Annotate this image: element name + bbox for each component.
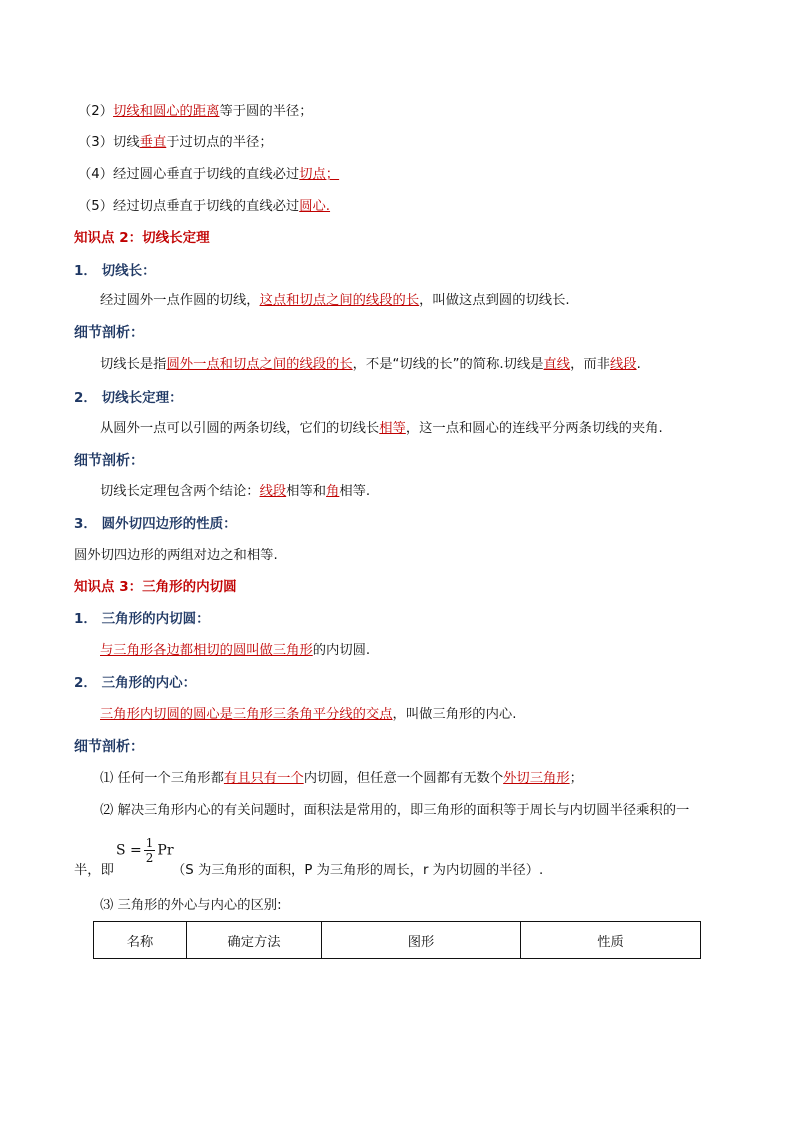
list-item-5: （5）经过切点垂直于切线的直线必过圆心. bbox=[78, 199, 331, 214]
paragraph-detail-3a: ⑴ 任何一个三角形都有且只有一个内切圆，但任意一个圆都有无数个外切三角形； bbox=[100, 771, 583, 786]
paragraph-detail-3d: ⑶ 三角形的外心与内心的区别: bbox=[100, 898, 282, 913]
list-item-4: （4）经过圆心垂直于切线的直线必过切点； bbox=[78, 167, 340, 182]
section-heading-kp2: 知识点 2：切线长定理 bbox=[74, 230, 210, 246]
paragraph-detail-3b: ⑵ 解决三角形内心的有关问题时，面积法是常用的，即三角形的面积等于周长与内切圆半径乘积的一 bbox=[100, 803, 690, 818]
section-heading-kp3: 知识点 3：三角形的内切圆 bbox=[74, 579, 237, 595]
detail-label: 细节剖析： bbox=[74, 325, 144, 341]
underlined-term: 圆外一点和切点之间的线段的长 bbox=[166, 357, 353, 372]
table-header-cell: 图形 bbox=[322, 922, 521, 959]
underlined-term: 切线和圆心的距离 bbox=[113, 104, 220, 119]
underlined-term: 角 bbox=[326, 484, 340, 499]
subheading-tangent-theorem: 2． 切线长定理： bbox=[74, 390, 183, 406]
underlined-term: 与三角形各边都相切的圆叫做三角形 bbox=[100, 643, 313, 658]
area-formula: S = $\frac{1}{2}$ Pr bbox=[116, 836, 174, 865]
subheading-incircle: 1． 三角形的内切圆： bbox=[74, 611, 210, 627]
underlined-term: 线段 bbox=[610, 357, 637, 372]
detail-label: 细节剖析： bbox=[74, 739, 144, 755]
underlined-term: 相等 bbox=[379, 421, 406, 436]
underlined-term: 直线 bbox=[543, 357, 571, 372]
table-header-cell: 确定方法 bbox=[187, 922, 322, 959]
table-header-cell: 性质 bbox=[521, 922, 701, 959]
list-item-2: （2）切线和圆心的距离等于圆的半径； bbox=[78, 104, 313, 119]
underlined-term: 切点； bbox=[299, 167, 340, 182]
underlined-term: 三角形内切圆的圆心是三角形三条角平分线的交点 bbox=[100, 707, 393, 722]
fraction: $\frac{1}{2}$ bbox=[145, 836, 154, 865]
subheading-incenter: 2． 三角形的内心： bbox=[74, 675, 197, 691]
comparison-table bbox=[93, 921, 701, 959]
table-header-cell: 名称 bbox=[94, 922, 187, 959]
paragraph-incenter-def: 三角形内切圆的圆心是三角形三条角平分线的交点，叫做三角形的内心. bbox=[100, 707, 517, 722]
underlined-term: 线段 bbox=[259, 484, 287, 499]
underlined-term: 外切三角形 bbox=[503, 771, 570, 786]
underlined-term: 有且只有一个 bbox=[223, 771, 304, 786]
paragraph-incircle-def: 与三角形各边都相切的圆叫做三角形的内切圆. bbox=[100, 643, 371, 658]
underlined-term: 圆心. bbox=[299, 199, 331, 214]
paragraph-detail-2: 切线长定理包含两个结论：线段相等和角相等. bbox=[100, 484, 371, 499]
subheading-circumscribed-quad: 3． 圆外切四边形的性质： bbox=[74, 516, 237, 532]
list-item-3: （3）切线垂直于过切点的半径； bbox=[78, 135, 273, 150]
table-header-row bbox=[94, 922, 701, 959]
paragraph-detail-3c-suffix: （S 为三角形的面积，P 为三角形的周长，r 为内切圆的半径）. bbox=[172, 863, 544, 878]
underlined-term: 这点和切点之间的线段的长 bbox=[259, 293, 420, 308]
paragraph-detail-3c-prefix: 半，即 bbox=[74, 863, 114, 878]
paragraph-circumscribed-quad: 圆外切四边形的两组对边之和相等. bbox=[74, 548, 278, 563]
subheading-tangent-length: 1． 切线长： bbox=[74, 263, 156, 279]
paragraph-tangent-length-def: 经过圆外一点作圆的切线，这点和切点之间的线段的长，叫做这点到圆的切线长. bbox=[100, 293, 570, 308]
paragraph-tangent-theorem: 从圆外一点可以引圆的两条切线，它们的切线长相等，这一点和圆心的连线平分两条切线的夹角. bbox=[100, 421, 663, 436]
underlined-term: 垂直 bbox=[139, 135, 167, 150]
paragraph-detail-1: 切线长是指圆外一点和切点之间的线段的长，不是“切线的长”的简称.切线是直线，而非线段. bbox=[100, 357, 641, 372]
detail-label: 细节剖析： bbox=[74, 453, 144, 469]
